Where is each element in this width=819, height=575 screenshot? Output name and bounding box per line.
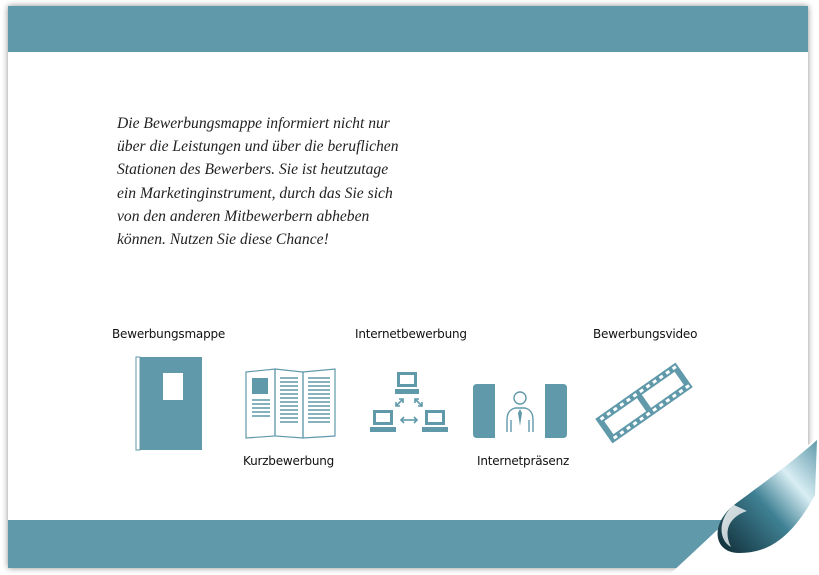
intro-line: über die Leistungen und über die beruflichen (117, 138, 399, 156)
label-internetpraesenz: Internetpräsenz (477, 454, 570, 468)
label-bewerbungsmappe: Bewerbungsmappe (112, 327, 226, 341)
open-brochure-icon (245, 368, 337, 440)
label-kurzbewerbung: Kurzbewerbung (243, 454, 335, 468)
header-band (8, 6, 808, 52)
person-profile-icon (473, 384, 567, 440)
intro-line: von den anderen Mitbewerbern abheben (117, 207, 370, 225)
intro-line: ein Marketinginstrument, durch das Sie sich (117, 184, 393, 202)
intro-text (117, 112, 437, 251)
page-curl-icon (639, 435, 819, 575)
network-icon (369, 370, 449, 436)
label-internetbewerbung: Internetbewerbung (355, 327, 467, 341)
intro-line: Die Bewerbungsmappe informiert nicht nur (117, 115, 390, 132)
folder-icon (135, 356, 205, 452)
intro-line: können. Nutzen Sie diese Chance! (117, 231, 329, 249)
intro-line: Stationen des Bewerbers. Sie ist heutzutage (117, 161, 389, 179)
label-bewerbungsvideo: Bewerbungsvideo (593, 327, 698, 341)
